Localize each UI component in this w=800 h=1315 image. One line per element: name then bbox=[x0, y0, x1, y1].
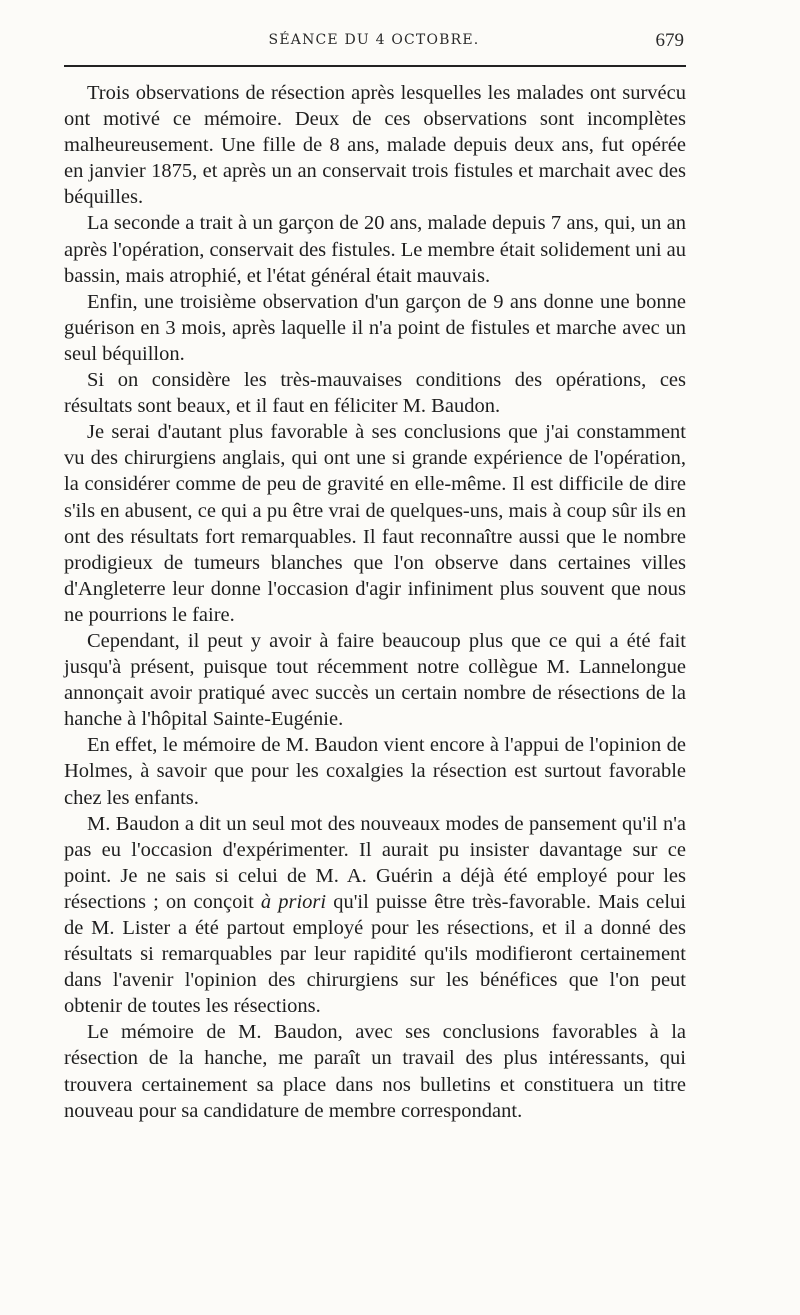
paragraph-8-part-a: M. Baudon a dit un seul mot des nouveaux modes de pansement qu'il n'a pas eu l'occasion d'expérimenter. Il aurait pu insister davantage sur ce point. Je ne sais si celui de M. A. Guérin a déjà été employé pour les résections ; on conçoit bbox=[64, 812, 686, 913]
paragraph-3: Enfin, une troisième observation d'un garçon de 9 ans donne une bonne guérison en 3 mois, après laquelle il n'a point de fistules et marche avec un seul béquillon. bbox=[64, 290, 686, 365]
paragraph-6: Cependant, il peut y avoir à faire beaucoup plus que ce qui a été fait jusqu'à présent, puisque tout récemment notre collègue M. Lannelongue annonçait avoir pratiqué avec succès un certain nombre de résections de la hanche à l'hôpital Sainte-Eugénie. bbox=[64, 629, 686, 731]
paragraph-2: La seconde a trait à un garçon de 20 ans, malade depuis 7 ans, qui, un an après l'opération, conservait des fistules. Le membre était solidement uni au bassin, mais atrophié, et l'état général était mauvais. bbox=[64, 212, 686, 287]
header-rule bbox=[64, 65, 686, 67]
page-header bbox=[64, 26, 684, 56]
running-head: SÉANCE DU 4 OCTOBRE. bbox=[268, 32, 480, 48]
paragraph-9: Le mémoire de M. Baudon, avec ses conclusions favorables à la résection de la hanche, me paraît un travail des plus intéressants, qui trouvera certainement sa place dans nos bulletins et constituera un titre nouveau pour sa candidature de membre correspondant. bbox=[64, 1021, 686, 1122]
paragraph-8-part-b: qu'il puisse être très-favorable. Mais celui de M. Lister a été partout employé pour les résections, et il a donné des résultats si remarquables par leur rapidité qu'ils modifieront certainement dans l'avenir l'opinion des chirurgiens sur les bénéfices que l'on peut obtenir de toutes les résections. bbox=[64, 890, 686, 1018]
paragraph-1: Trois observations de résection après lesquelles les malades ont survécu ont motivé ce mémoire. Deux de ces observations sont incomplètes malheureusement. Une fille de 8 ans, malade depuis deux ans, fut opérée en janvier 1875, et après un an conservait trois fistules et marchait avec des béquilles. bbox=[64, 82, 686, 209]
italic-a-priori: à priori bbox=[260, 890, 327, 913]
body-text bbox=[64, 80, 686, 1124]
page-number: 679 bbox=[655, 30, 684, 51]
paragraph-4: Si on considère les très-mauvaises conditions des opérations, ces résultats sont beaux, et il faut en féliciter M. Baudon. bbox=[64, 369, 686, 418]
paragraph-5: Je serai d'autant plus favorable à ses conclusions que j'ai constamment vu des chirurgiens anglais, qui ont une si grande expérience de l'opération, la considérer comme de peu de gravité en elle-même. Il est difficile de dire s'ils en abusent, ce qui a pu être vrai de quelques-uns, mais à coup sûr ils en ont des résultats fort remarquables. Il faut reconnaître aussi que le nombre prodigieux de tumeurs blanches que l'on observe dans certaines villes d'Angleterre leur donne l'occasion d'agir infiniment plus souvent que nous ne pourrions le faire. bbox=[64, 421, 686, 626]
paragraph-7: En effet, le mémoire de M. Baudon vient encore à l'appui de l'opinion de Holmes, à savoir que pour les coxalgies la résection est surtout favorable chez les enfants. bbox=[64, 734, 686, 809]
paragraph-8 bbox=[64, 811, 686, 1020]
